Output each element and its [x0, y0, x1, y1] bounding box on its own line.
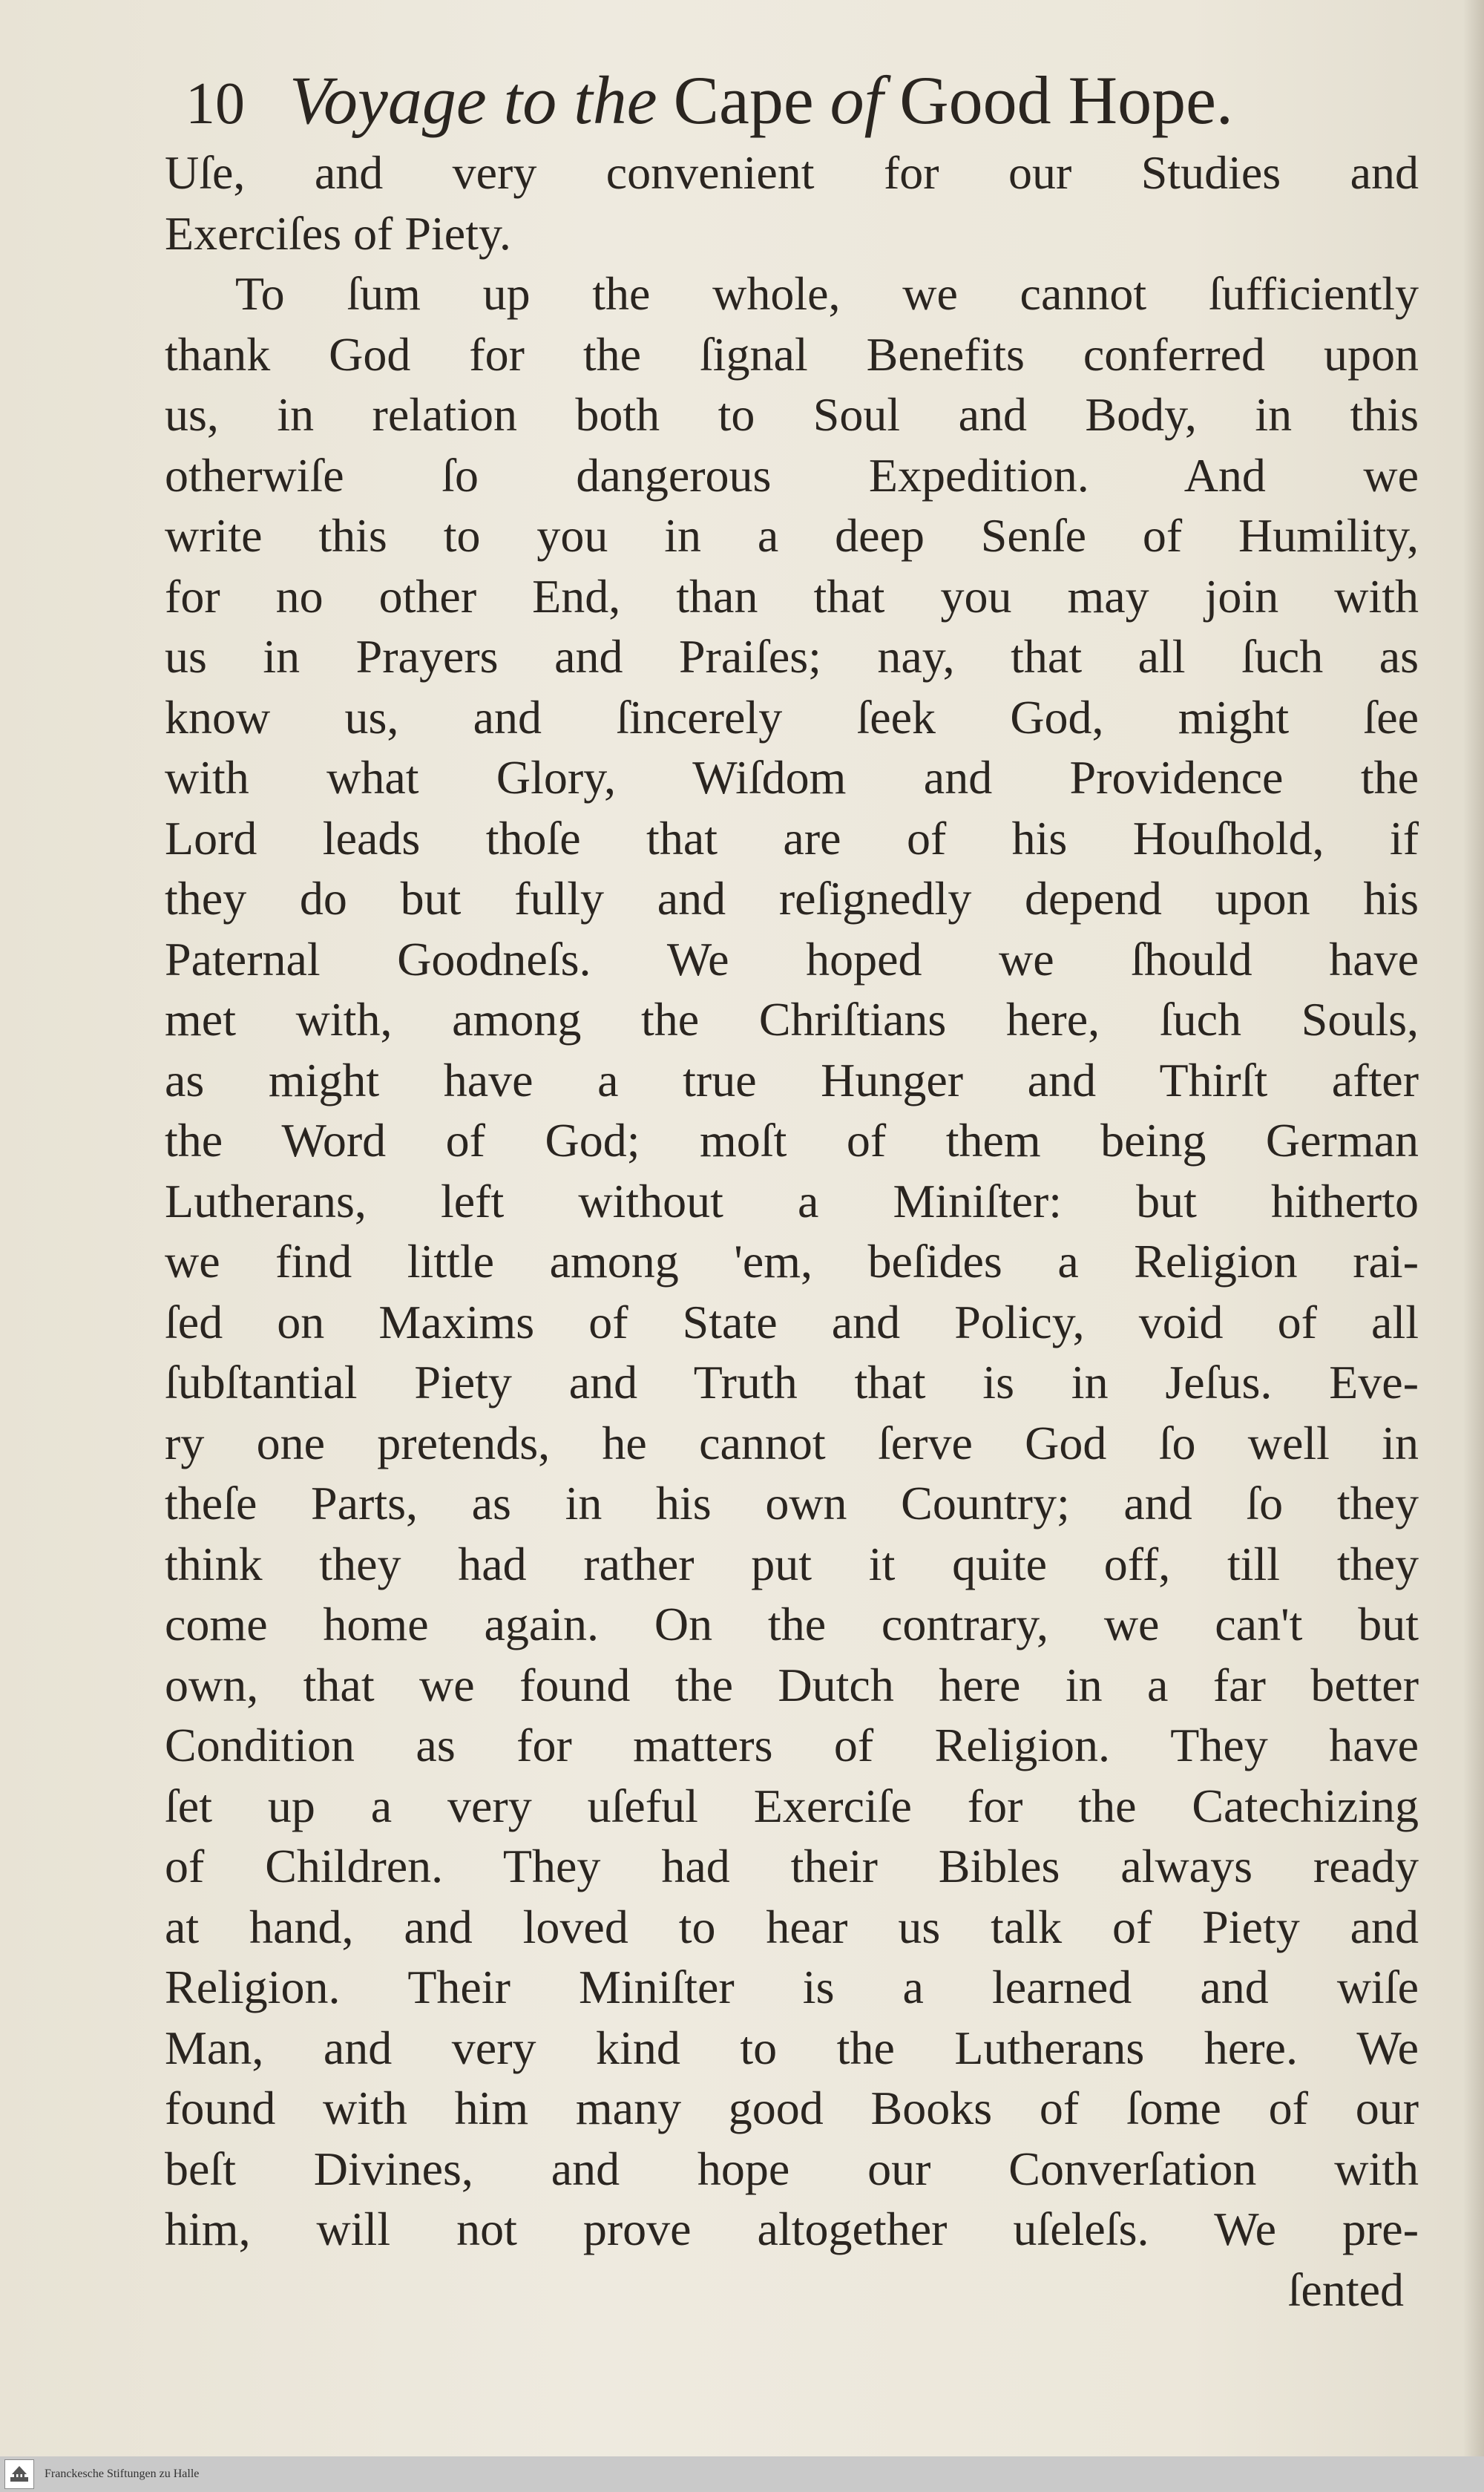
running-title-of: of: [830, 62, 884, 138]
text-line: otherwiſe ſo dangerous Expedition. And we: [165, 448, 1419, 502]
text-line: write this to you in a deep Senſe of Humility,: [165, 509, 1419, 562]
text-line: Uſe, and very convenient for our Studies and: [165, 146, 1419, 199]
text-line: Condition as for matters of Religion. They have: [165, 1719, 1419, 1771]
body-text: [165, 142, 1419, 2320]
page-number: 10: [186, 71, 245, 137]
text-line: Exerciſes of Piety.: [165, 206, 511, 260]
text-line: the Word of God; moſt of them being German: [165, 1114, 1419, 1167]
text-line: ſed on Maxims of State and Policy, void of all: [165, 1295, 1419, 1348]
text-line: as might have a true Hunger and Thirſt after: [165, 1053, 1419, 1106]
footer-bar: [0, 2456, 1484, 2492]
text-line: To ſum up the whole, we cannot ſufficiently: [235, 267, 1419, 320]
text-line: Paternal Goodneſs. We hoped we ſhould have: [165, 932, 1419, 986]
text-line: own, that we found the Dutch here in a far better: [165, 1658, 1419, 1711]
text-line: we find little among 'em, beſides a Religion rai-: [165, 1235, 1419, 1288]
text-line: met with, among the Chriſtians here, ſuch Souls,: [165, 993, 1419, 1046]
text-line: think they had rather put it quite off, till they: [165, 1537, 1419, 1590]
text-line: theſe Parts, as in his own Country; and ſo they: [165, 1477, 1419, 1529]
text-line: beſt Divines, and hope our Converſation with: [165, 2142, 1419, 2195]
running-title-italic: Voyage to the: [289, 62, 657, 138]
text-line: for no other End, than that you may join with: [165, 569, 1419, 623]
catchword: ſented: [1287, 2263, 1404, 2316]
paragraph: [165, 142, 1419, 263]
page-edge-shadow: [1463, 0, 1484, 2456]
text-line: they do but fully and reſignedly depend upon his: [165, 872, 1419, 925]
running-head: [186, 52, 1343, 148]
text-line: at hand, and loved to hear us talk of Piety and: [165, 1900, 1419, 1953]
text-line: ſubſtantial Piety and Truth that is in Jeſus. Eve-: [165, 1356, 1419, 1409]
text-line: of Children. They had their Bibles always ready: [165, 1840, 1419, 1892]
text-line: Lord leads thoſe that are of his Houſhold, if: [165, 811, 1419, 865]
text-line: ry one pretends, he cannot ſerve God ſo well in: [165, 1416, 1419, 1469]
text-line: know us, and ſincerely ſeek God, might ſee: [165, 690, 1419, 744]
text-line: with what Glory, Wiſdom and Providence the: [165, 751, 1419, 804]
text-line: come home again. On the contrary, we can't but: [165, 1598, 1419, 1650]
running-title-good-hope: Good Hope.: [899, 62, 1233, 138]
text-line: Religion. Their Miniſter is a learned and wiſe: [165, 1961, 1419, 2013]
running-title-cape: Cape: [673, 62, 814, 138]
text-line: found with him many good Books of ſome of our: [165, 2082, 1419, 2134]
text-line: Lutherans, left without a Miniſter: but hitherto: [165, 1174, 1419, 1227]
text-line: ſet up a very uſeful Exerciſe for the Catechizing: [165, 1779, 1419, 1832]
institution-logo-icon[interactable]: [4, 2459, 34, 2489]
text-line: him, will not prove altogether uſeleſs. We pre-: [165, 2203, 1419, 2255]
text-line: Man, and very kind to the Lutherans here. We: [165, 2021, 1419, 2074]
text-line: us in Prayers and Praiſes; nay, that all ſuch as: [165, 630, 1419, 683]
institution-name: Franckesche Stiftungen zu Halle: [45, 2468, 200, 2480]
logo-glyph-icon: [9, 2464, 30, 2485]
text-line: thank God for the ſignal Benefits conferred upon: [165, 327, 1419, 381]
text-line: us, in relation both to Soul and Body, in this: [165, 388, 1419, 441]
paragraph: [165, 263, 1419, 2260]
